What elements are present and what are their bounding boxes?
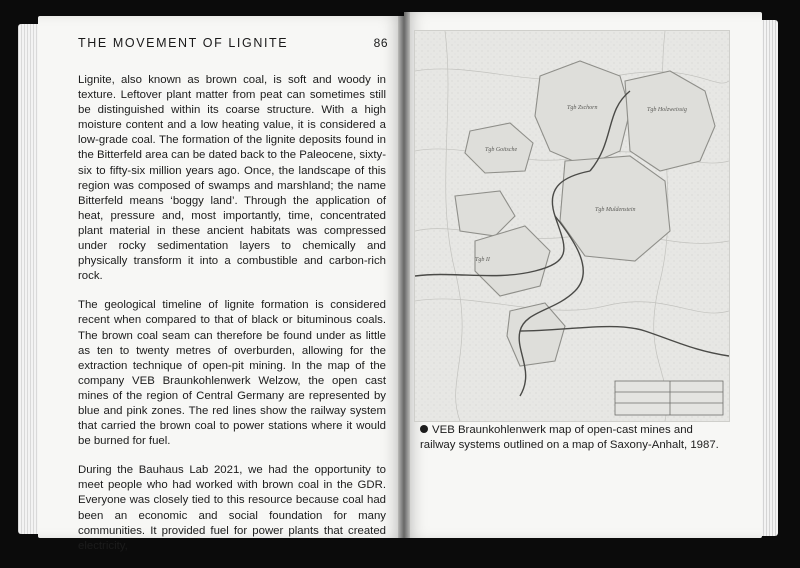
- chapter-title: THE MOVEMENT OF LIGNITE: [78, 36, 289, 50]
- caption-text: VEB Braunkohlenwerk map of open-cast mines and railway systems outlined on a map of Saxony-Anhalt, 1987.: [420, 424, 719, 451]
- svg-text:Tgb Holzweissig: Tgb Holzweissig: [647, 107, 687, 113]
- figure-caption: [420, 423, 730, 453]
- svg-text:Tgb Goitsche: Tgb Goitsche: [485, 147, 518, 153]
- paragraph-3: During the Bauhaus Lab 2021, we had the opportunity to meet people who had worked with brown coal in the GDR. Everyone was closely tied to this resource because coal had been an economic and social foundation for many communities. It provided fuel for power plants that created electricity,: [78, 464, 386, 552]
- body-text: [78, 73, 386, 568]
- page-number: 86: [373, 36, 388, 50]
- svg-text:Tgb Muldenstein: Tgb Muldenstein: [595, 207, 636, 213]
- svg-text:Tgb II: Tgb II: [475, 257, 490, 263]
- paragraph-2: The geological timeline of lignite formation is considered recent when compared to that of black or bituminous coals. The brown coal seam can therefore be found under as little as ten to twenty metres of overburden, allowing for the extraction technique of open-pit mining. In the map of the company VEB Braunkohlenwerk Welzow, the open cast mines of the region of Central Germany are represented by blue and pink zones. The red lines show the railway system that carried the brown coal to power stations where it would be burned for fuel.: [78, 299, 386, 448]
- paragraph-1: Lignite, also known as brown coal, is soft and woody in texture. Leftover plant matter from peat can sometimes still be distinguished within its coarse structure. With a high moisture content and a low heating value, it is considered a low-grade coal. The formation of the lignite deposits found in the Bitterfeld area can be dated back to the Paleocene, sixty-six to fifty-six million years ago. Once, the landscape of this region was composed of swamps and marshland; the name Bitterfeld means ‘boggy land’. Through the application of heat, pressure and, most importantly, time, concentrated plant material in these ancient habitats was compressed under rocky sedimentation layers to chemically and physically transform it into a combustible and carbon-rich rock.: [78, 74, 386, 283]
- svg-text:Tgb Zschorn: Tgb Zschorn: [567, 105, 598, 111]
- map-drawing: [415, 31, 729, 421]
- running-head: [78, 36, 388, 50]
- mine-map-image: [414, 30, 730, 422]
- book-gutter: [398, 12, 410, 538]
- bullet-icon: [420, 425, 428, 433]
